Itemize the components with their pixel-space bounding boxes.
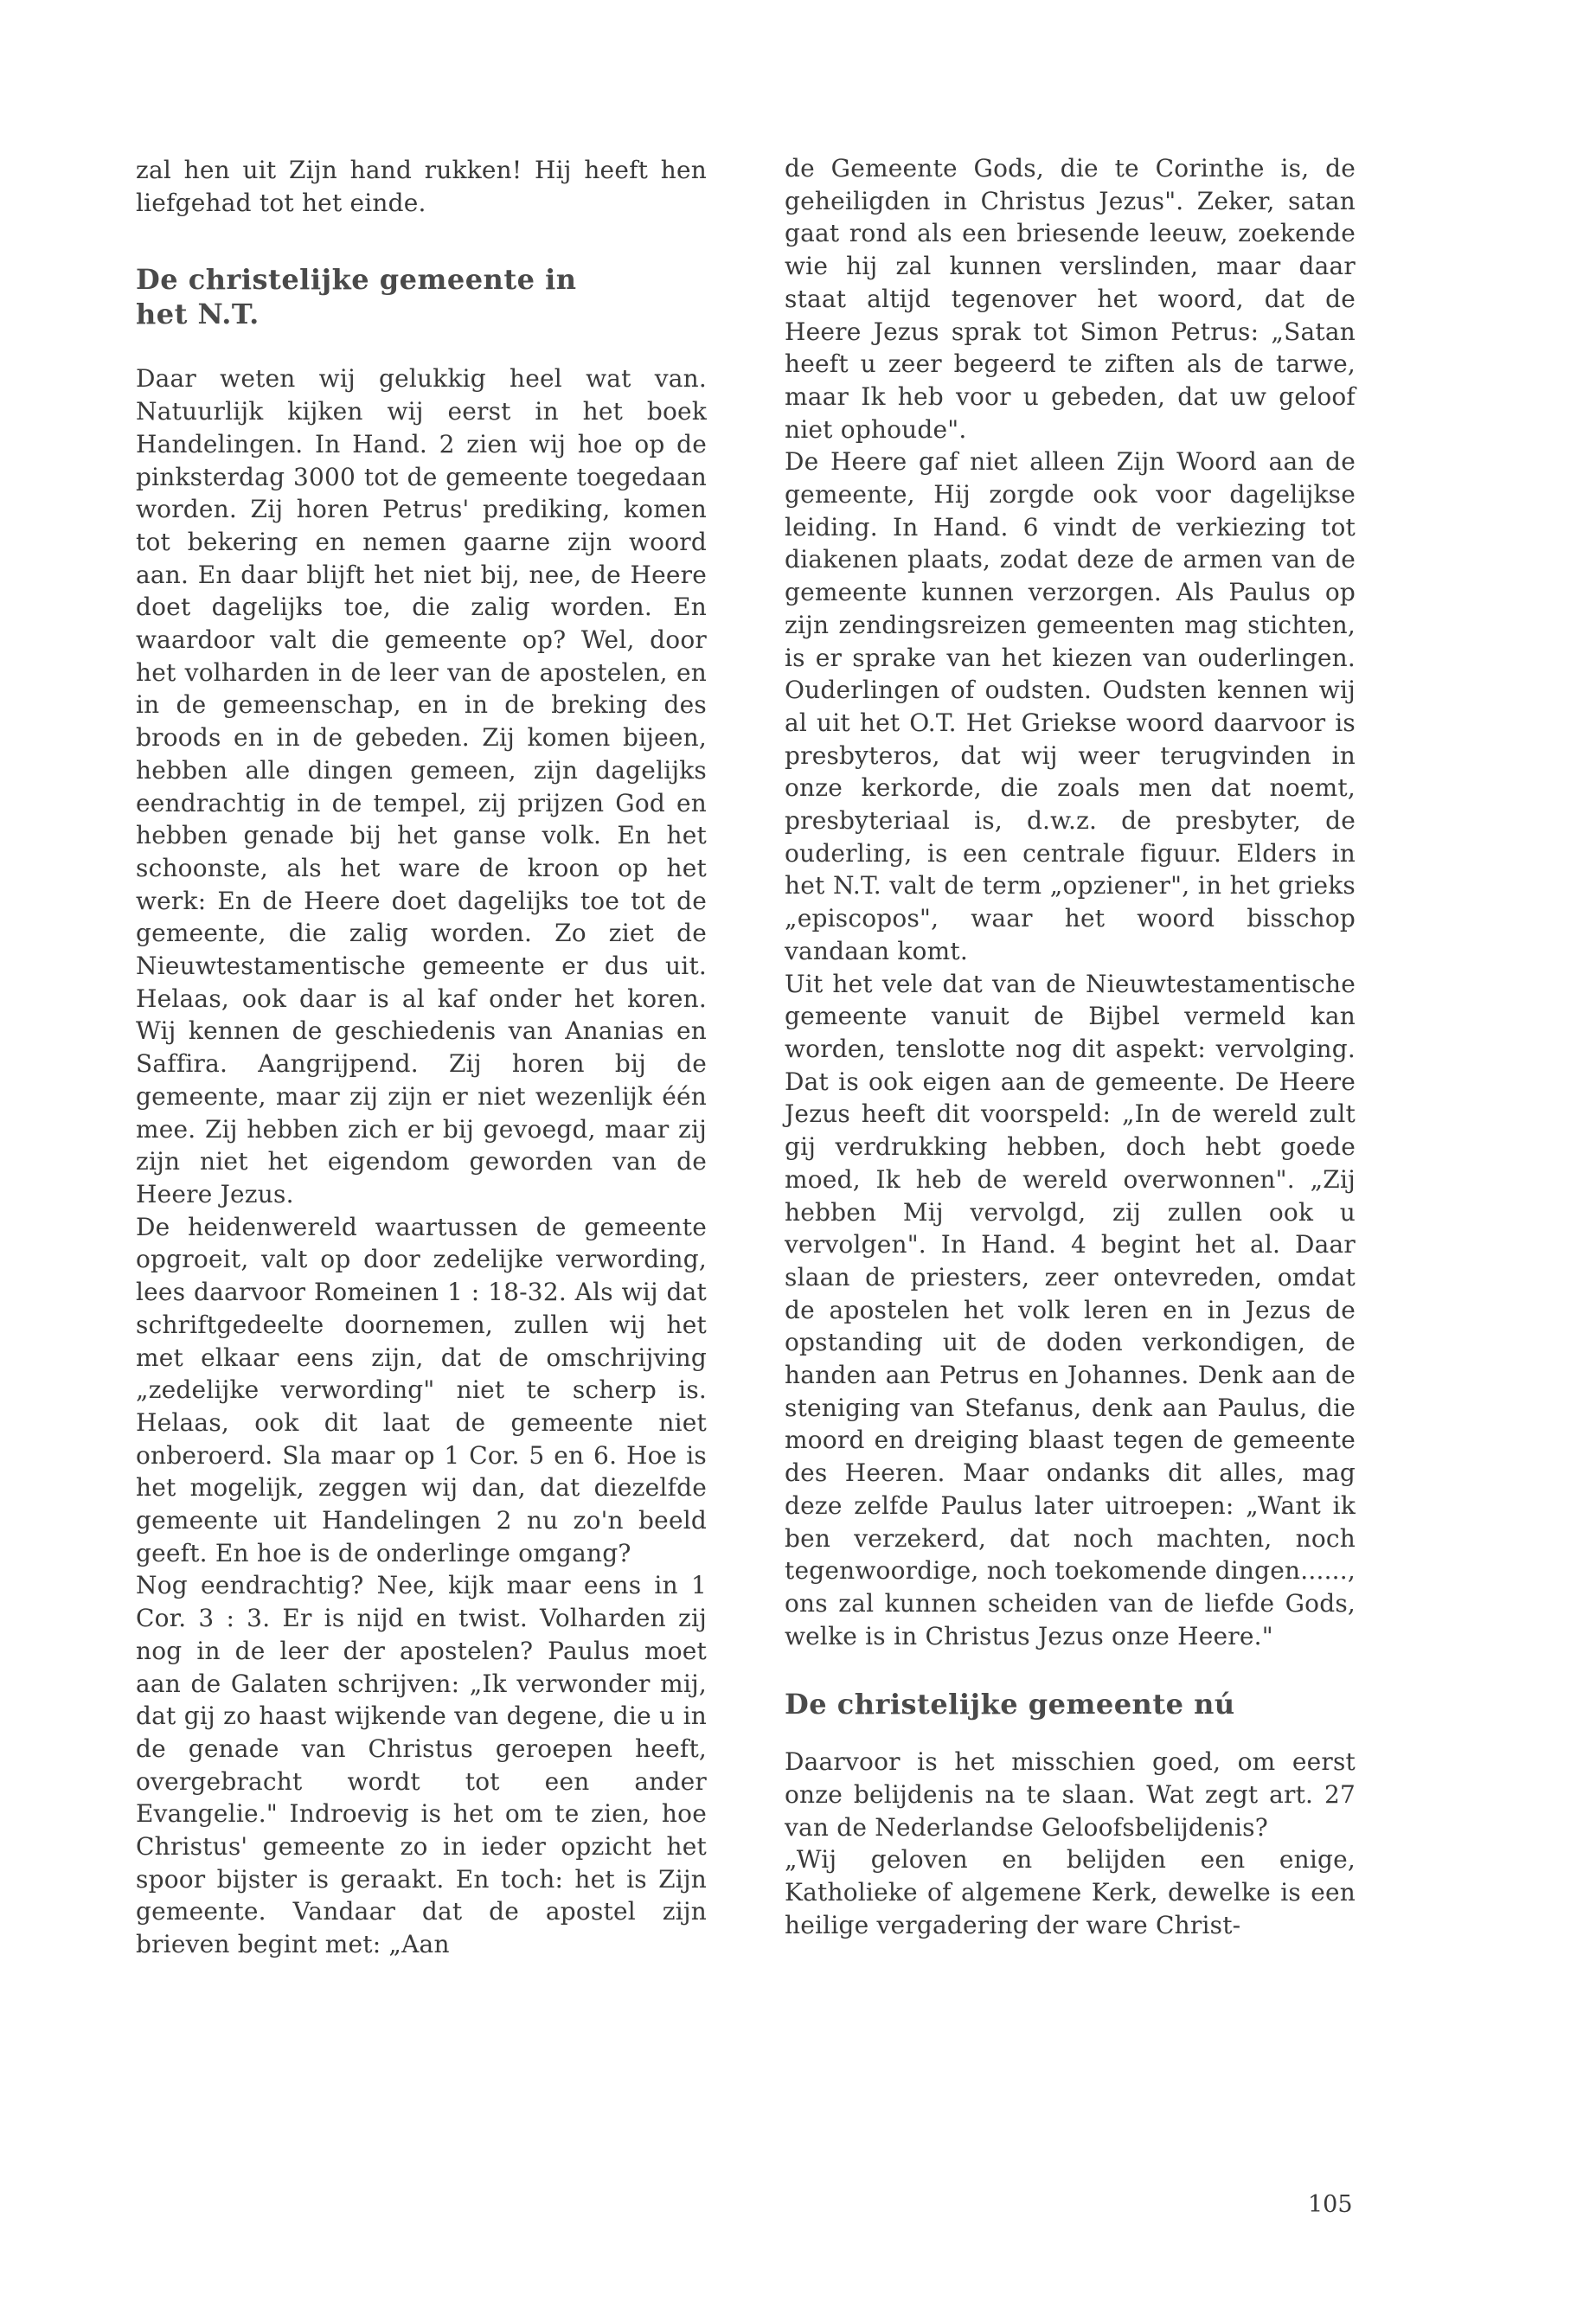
paragraph: de Gemeente Gods, die te Corinthe is, de geheiligden in Christus Jezus". Zeker, satan gaat rond als een briesende leeuw, zoekende wie hij zal kunnen verslinden, maar daar staat altijd tegenover het woord, dat de Heere Jezus sprak tot Simon Petrus: „Satan heeft u zeer begeerd te ziften als de tarwe, maar Ik heb voor u gebeden, dat uw geloof niet ophoude". bbox=[785, 154, 1356, 444]
left-column bbox=[136, 154, 707, 1961]
paragraph: Daar weten wij gelukkig heel wat van. Natuurlijk kijken wij eerst in het boek Handelingen. In Hand. 2 zien wij hoe op de pinksterdag 3000 tot de gemeente toegedaan worden. Zij horen Petrus' prediking, komen tot bekering en nemen gaarne zijn woord aan. En daar blijft het niet bij, nee, de Heere doet dagelijks toe, die zalig worden. En waardoor valt die gemeente op? Wel, door het volharden in de leer van de apostelen, en in de gemeenschap, en in de breking des broods en in de gebeden. Zij komen bijeen, hebben alle dingen gemeen, zijn dagelijks eendrachtig in de tempel, zij prijzen God en hebben genade bij het ganse volk. En het schoonste, als het ware de kroon op het werk: En de Heere doet dagelijks toe tot de gemeente, die zalig worden. Zo ziet de Nieuwtestamentische gemeente er dus uit. Helaas, ook daar is al kaf onder het koren. Wij kennen de geschiedenis van Ananias en Saffira. Aangrijpend. Zij horen bij de gemeente, maar zij zijn er niet wezenlijk één mee. Zij hebben zich er bij gevoegd, maar zij zijn niet het eigendom geworden van de Heere Jezus. bbox=[136, 364, 707, 1208]
intro-paragraph: zal hen uit Zijn hand rukken! Hij heeft hen liefgehad tot het einde. bbox=[136, 156, 707, 217]
right-column bbox=[785, 152, 1356, 1942]
paragraph: Daarvoor is het misschien goed, om eerst onze belijdenis na te slaan. Wat zegt art. 27 van de Nederlandse Geloofsbelijdenis? bbox=[785, 1747, 1356, 1842]
page-number: 105 bbox=[1308, 2191, 1353, 2218]
section-heading-nt: De christelijke gemeente in het N.T. bbox=[136, 263, 577, 331]
section-heading-nu: De christelijke gemeente nú bbox=[785, 1688, 1235, 1721]
paragraph: De Heere gaf niet alleen Zijn Woord aan de gemeente, Hij zorgde ook voor dagelijkse leiding. In Hand. 6 vindt de verkiezing tot diakenen plaats, zodat deze de armen van de gemeente kunnen verzorgen. Als Paulus op zijn zendingsreizen gemeenten mag stichten, is er sprake van het kiezen van ouderlingen. Ouderlingen of oudsten. Oudsten kennen wij al uit het O.T. Het Griekse woord daarvoor is presbyteros, dat wij weer terugvinden in onze kerkorde, die zoals men dat noemt, presbyteriaal is, d.w.z. de presbyter, de ouderling, is een centrale figuur. Elders in het N.T. valt de term „opziener", in het grieks „episcopos", waar het woord bisschop vandaan komt. bbox=[785, 447, 1356, 965]
paragraph: Nog eendrachtig? Nee, kijk maar eens in 1 Cor. 3 : 3. Er is nijd en twist. Volharden zij nog in de leer der apostelen? Paulus moet aan de Galaten schrijven: „Ik verwonder mij, dat gij zo haast wijkende van degene, die u in de genade van Christus geroepen heeft, overgebracht wordt tot een ander Evangelie." Indroevig is het om te zien, hoe Christus' gemeente zo in ieder opzicht het spoor bijster is geraakt. En toch: het is Zijn gemeente. Vandaar dat de apostel zijn brieven begint met: „Aan bbox=[136, 1571, 707, 1959]
paragraph: De heidenwereld waartussen de gemeente opgroeit, valt op door zedelijke verwording, lees daarvoor Romeinen 1 : 18-32. Als wij dat schriftgedeelte doornemen, zullen wij het met elkaar eens zijn, dat de omschrijving „zedelijke verwording" niet te scherp is. Helaas, ook dit laat de gemeente niet onberoerd. Sla maar op 1 Cor. 5 en 6. Hoe is het mogelijk, zeggen wij dan, dat diezelfde gemeente uit Handelingen 2 nu zo'n beeld geeft. En hoe is de onderlinge omgang? bbox=[136, 1212, 707, 1567]
paragraph: „Wij geloven en belijden een enige, Katholieke of algemene Kerk, dewelke is een heilige vergadering der ware Christ- bbox=[785, 1845, 1356, 1939]
paragraph: Uit het vele dat van de Nieuwtestamentische gemeente vanuit de Bijbel vermeld kan worden, tenslotte nog dit aspekt: vervolging. Dat is ook eigen aan de gemeente. De Heere Jezus heeft dit voorspeld: „In de wereld zult gij verdrukking hebben, doch hebt goede moed, Ik heb de wereld overwonnen". „Zij hebben Mij vervolgd, zij zullen ook u vervolgen". In Hand. 4 begint het al. Daar slaan de priesters, zeer ontevreden, omdat de apostelen het volk leren en in Jezus de opstanding uit de doden verkondigen, de handen aan Petrus en Johannes. Denk aan de steniging van Stefanus, denk aan Paulus, die moord en dreiging blaast tegen de gemeente des Heeren. Maar ondanks dit alles, mag deze zelfde Paulus later uitroepen: „Want ik ben verzekerd, dat noch machten, noch tegenwoordige, noch toekomende dingen......, ons zal kunnen scheiden van de liefde Gods, welke is in Christus Jezus onze Heere." bbox=[785, 969, 1356, 1650]
